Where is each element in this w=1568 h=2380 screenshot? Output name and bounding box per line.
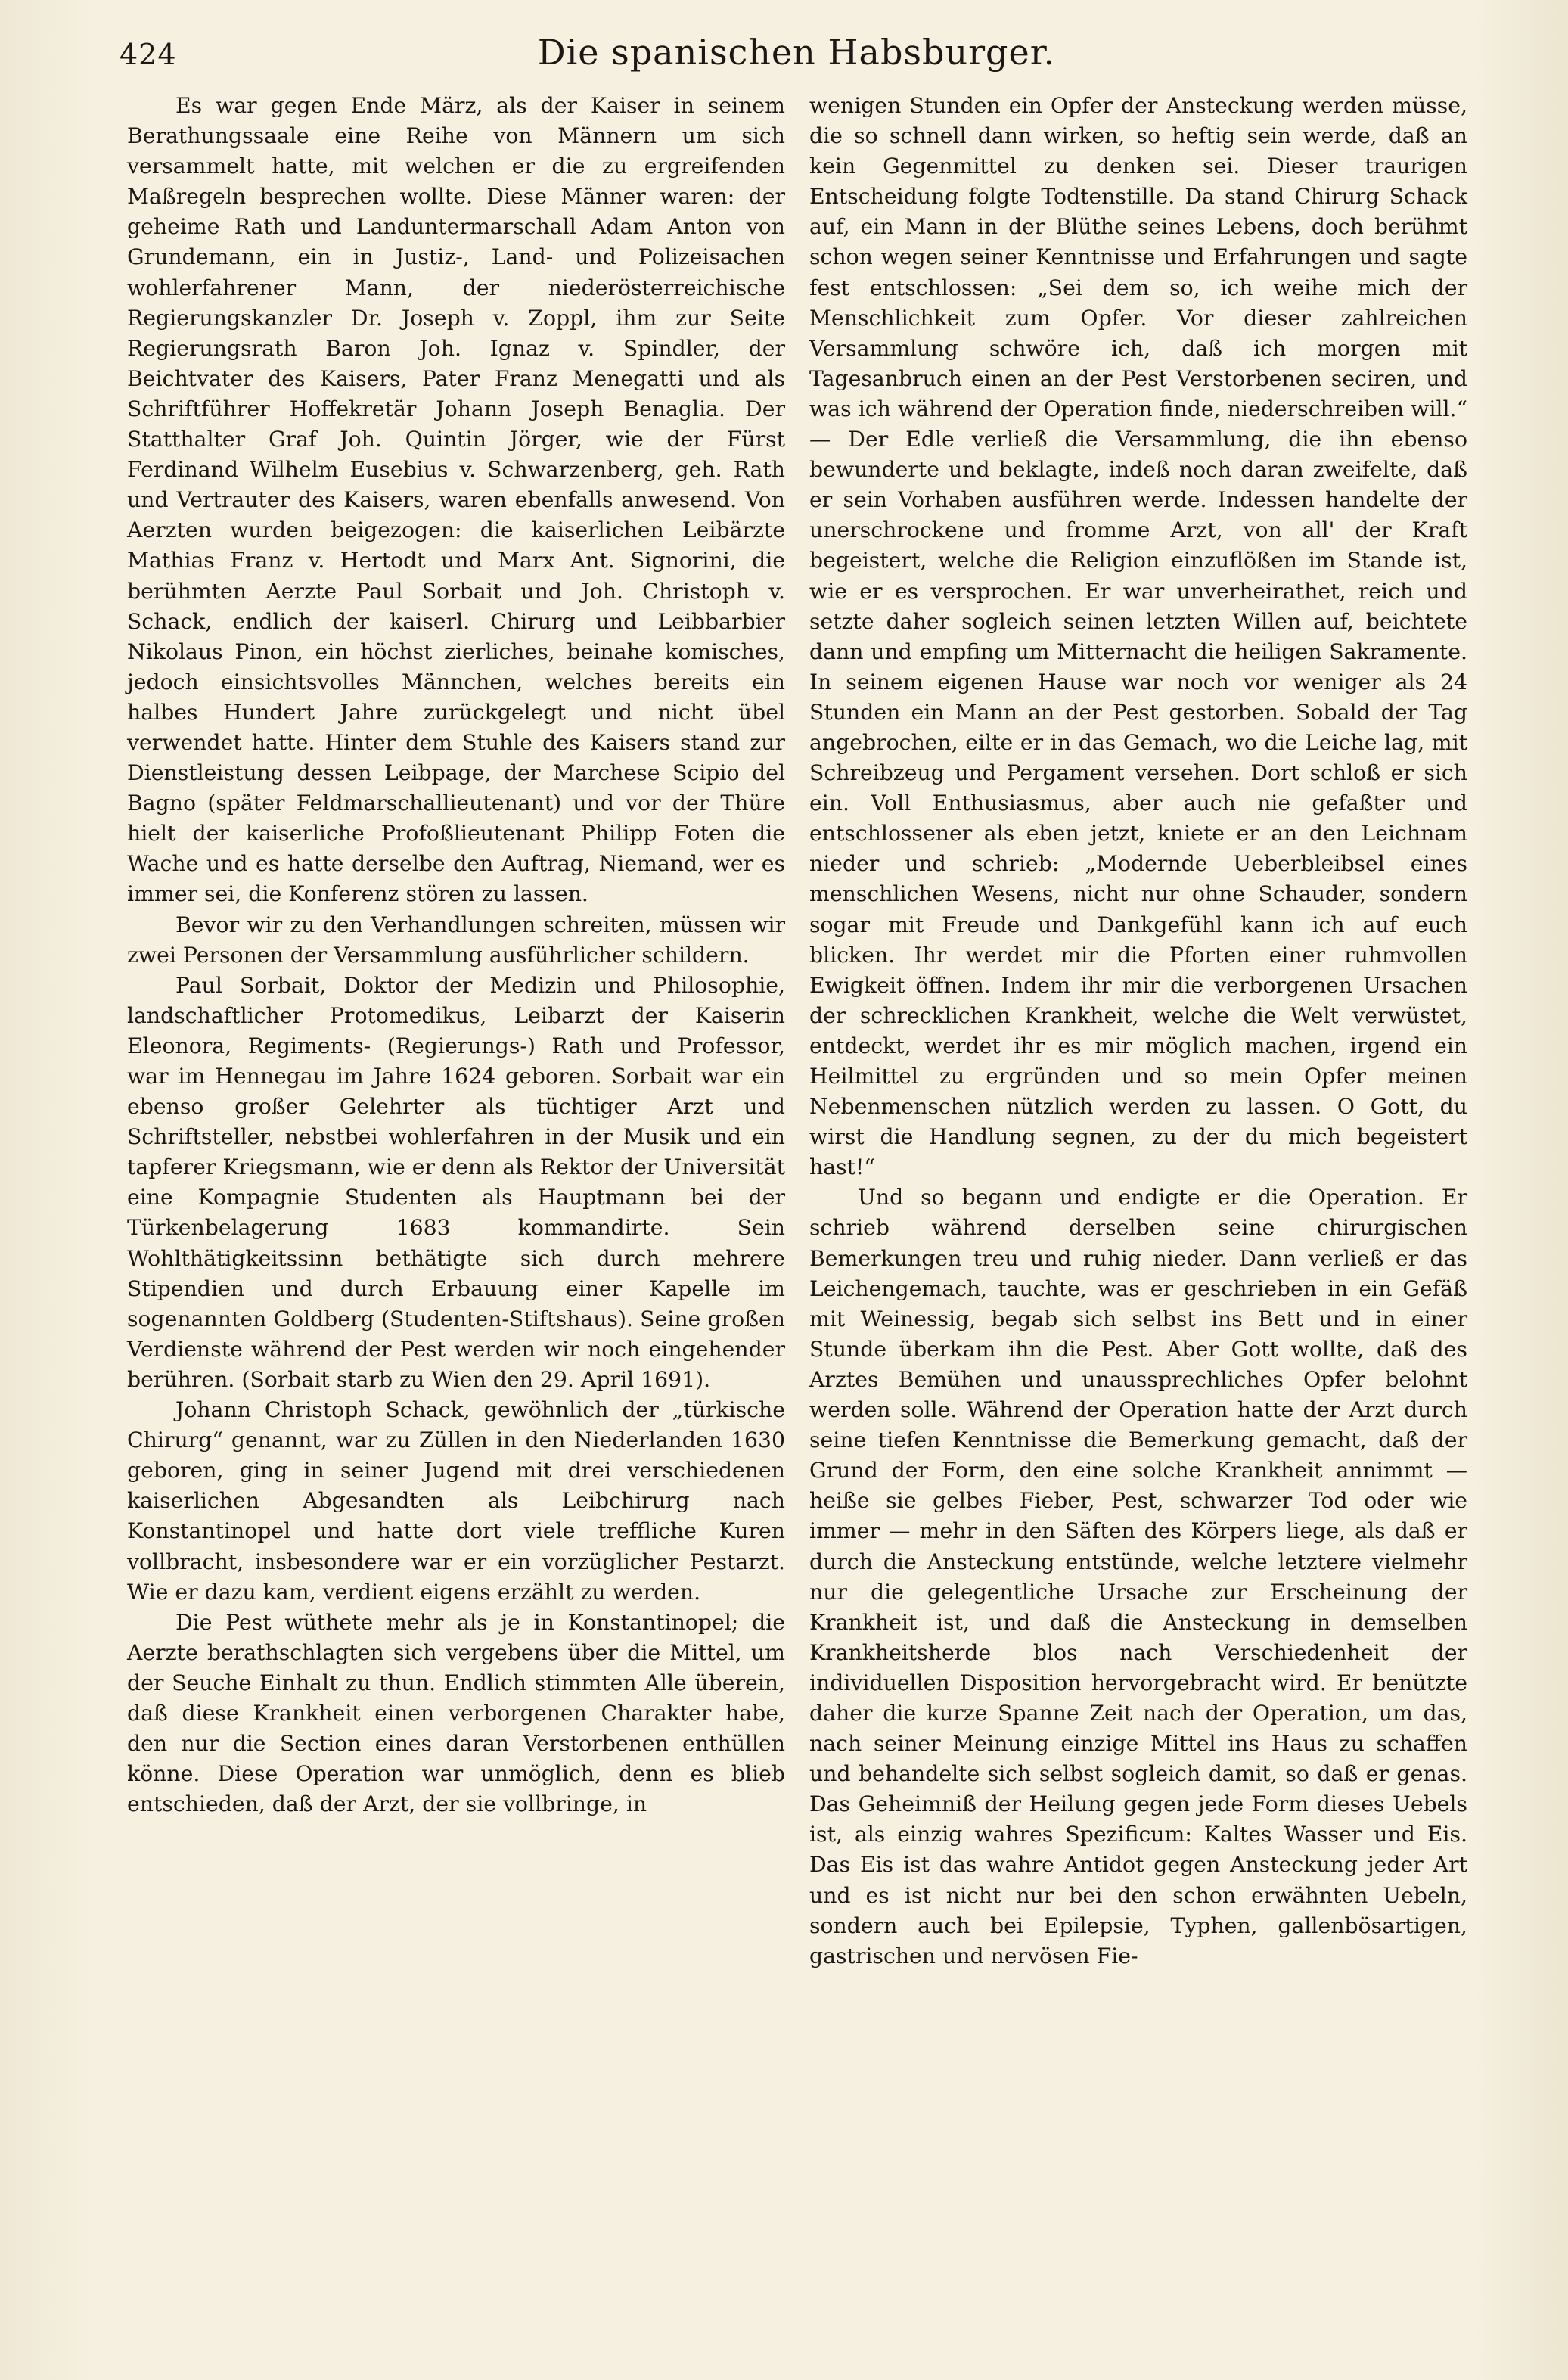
running-title: Die spanischen Habsburger. [537,32,1056,73]
page-header [120,24,1473,82]
right-column [809,91,1467,1971]
left-column [127,91,785,1819]
paragraph: Bevor wir zu den Verhandlungen schreiten, müssen wir zwei Personen der Versammlung ausführlicher schildern. [127,912,785,968]
paragraph: Johann Christoph Schack, gewöhnlich der „türkische Chirurg“ genannt, war zu Züllen in den Niederlanden 1630 geboren, ging in seiner Jugend mit drei verschiedenen kaiserlichen Abgesandten als Leibchirurg nach Konstantinopel und hatte dort viele treffliche Kuren vollbracht, insbesondere war er ein vorzüglicher Pestarzt. Wie er dazu kam, verdient eigens erzählt zu werden. [127,1397,785,1605]
paragraph: Und so begann und endigte er die Operation. Er schrieb während derselben seine chirurgischen Bemerkungen treu und ruhig nieder. Dann verließ er das Leichengemach, tauchte, was er geschrieben in ein Gefäß mit Weinessig, begab sich selbst ins Bett und in einer Stunde überkam ihn die Pest. Aber Gott wollte, daß des Arztes Bemühen und unaussprechliches Opfer belohnt werden solle. Während der Operation hatte der Arzt durch seine tiefen Kenntnisse die Bemerkung gemacht, daß der Grund der Form, den eine solche Krankheit annimmt — heiße sie gelbes Fieber, Pest, schwarzer Tod oder wie immer — mehr in den Säften des Körpers liege, als daß er durch die Ansteckung entstünde, welche letztere vielmehr nur die gelegentliche Ursache zur Erscheinung der Krankheit ist, und daß die Ansteckung in demselben Krankheitsherde blos nach Verschiedenheit der individuellen Disposition hervorgebracht wird. Er benützte daher die kurze Spanne Zeit nach der Operation, um das, nach seiner Meinung einzige Mittel ins Haus zu schaffen und behandelte sich selbst sogleich damit, so daß er genas. Das Geheimniß der Heilung gegen jede Form dieses Uebels ist, als einzig wahres Spezificum: Kaltes Wasser und Eis. Das Eis ist das wahre Antidot gegen Ansteckung jeder Art und es ist nicht nur bei den schon erwähnten Uebeln, sondern auch bei Epilepsie, Typhen, gallenbösartigen, gastrischen und nervösen Fie- [809,1185,1467,1968]
paragraph: Paul Sorbait, Doktor der Medizin und Philosophie, landschaftlicher Protomedikus, Leibarzt der Kaiserin Eleonora, Regiments- (Regierungs-) Rath und Professor, war im Hennegau im Jahre 1624 geboren. Sorbait war ein ebenso großer Gelehrter als tüchtiger Arzt und Schriftsteller, nebstbei wohlerfahren in der Musik und ein tapferer Kriegsmann, wie er denn als Rektor der Universität eine Kompagnie Studenten als Hauptmann bei der Türkenbelagerung 1683 kommandirte. Sein Wohlthätigkeitssinn bethätigte sich durch mehrere Stipendien und durch Erbauung einer Kapelle im sogenannten Goldberg (Studenten-Stiftshaus). Seine großen Verdienste während der Pest werden wir noch eingehender berühren. (Sorbait starb zu Wien den 29. April 1691). [127,972,785,1392]
paragraph: Es war gegen Ende März, als der Kaiser in seinem Berathungssaale eine Reihe von Männern um sich versammelt hatte, mit welchen er die zu ergreifenden Maßregeln besprechen wollte. Diese Männer waren: der geheime Rath und Landuntermarschall Adam Anton von Grundemann, ein in Justiz-, Land- und Polizeisachen wohlerfahrener Mann, der niederösterreichische Regierungskanzler Dr. Joseph v. Zoppl, ihm zur Seite Regierungsrath Baron Joh. Ignaz v. Spindler, der Beichtvater des Kaisers, Pater Franz Menegatti und als Schriftführer Hoffekretär Johann Joseph Benaglia. Der Statthalter Graf Joh. Quintin Jörger, wie der Fürst Ferdinand Wilhelm Eusebius v. Schwarzenberg, geh. Rath und Vertrauter des Kaisers, waren ebenfalls anwesend. Von Aerzten wurden beigezogen: die kaiserlichen Leibärzte Mathias Franz v. Hertodt und Marx Ant. Signorini, die berühmten Aerzte Paul Sorbait und Joh. Christoph v. Schack, endlich der kaiserl. Chirurg und Leibbarbier Nikolaus Pinon, ein höchst zierliches, beinahe komisches, jedoch einsichtsvolles Männchen, welches bereits ein halbes Hundert Jahre zurückgelegt und nicht übel verwendet hatte. Hinter dem Stuhle des Kaisers stand zur Dienstleistung dessen Leibpage, der Marchese Scipio del Bagno (später Feldmarschallieutenant) und vor der Thüre hielt der kaiserliche Profoßlieutenant Philipp Foten die Wache und es hatte derselbe den Auftrag, Niemand, wer es immer sei, die Konferenz stören zu lassen. [127,93,785,907]
paragraph: wenigen Stunden ein Opfer der Ansteckung werden müsse, die so schnell dann wirken, so heftig sein werde, daß an kein Gegenmittel zu denken sei. Dieser traurigen Entscheidung folgte Todtenstille. Da stand Chirurg Schack auf, ein Mann in der Blüthe seines Lebens, doch berühmt schon wegen seiner Kenntnisse und Erfahrungen und sagte fest entschlossen: „Sei dem so, ich weihe mich der Menschlichkeit zum Opfer. Vor dieser zahlreichen Versammlung schwöre ich, daß ich morgen mit Tagesanbruch einen an der Pest Verstorbenen seciren, und was ich während der Operation finde, niederschreiben will.“ — Der Edle verließ die Versammlung, die ihn ebenso bewunderte und beklagte, indeß noch daran zweifelte, daß er sein Vorhaben ausführen werde. Indessen handelte der unerschrockene und fromme Arzt, von all' der Kraft begeistert, welche die Religion einzuflößen im Stande ist, wie er es versprochen. Er war unverheirathet, reich und setzte daher sogleich seinen letzten Willen auf, beichtete dann und empfing um Mitternacht die heiligen Sakramente. In seinem eigenen Hause war noch vor weniger als 24 Stunden ein Mann an der Pest gestorben. Sobald der Tag angebrochen, eilte er in das Gemach, wo die Leiche lag, mit Schreibzeug und Pergament versehen. Dort schloß er sich ein. Voll Enthusiasmus, aber auch nie gefaßter und entschlossener als eben jetzt, kniete er an den Leichnam nieder und schrieb: „Modernde Ueberbleibsel eines menschlichen Wesens, nicht nur ohne Schauder, sondern sogar mit Freude und Dankgefühl kann ich auf euch blicken. Ihr werdet mir die Pforten einer ruhmvollen Ewigkeit öffnen. Indem ihr mir die verborgenen Ursachen der schrecklichen Krankheit, welche die Welt verwüstet, entdeckt, werdet ihr es mir möglich machen, irgend ein Heilmittel zu ergründen und so mein Opfer meinen Nebenmenschen nützlich werden zu lassen. O Gott, du wirst die Handlung segnen, zu der du mich begeistert hast!“ [809,93,1467,1180]
page-number: 424 [120,38,177,71]
paragraph: Die Pest wüthete mehr als je in Konstantinopel; die Aerzte berathschlagten sich vergebens über die Mittel, um der Seuche Einhalt zu thun. Endlich stimmten Alle überein, daß diese Krankheit einen verborgenen Charakter habe, den nur die Section eines daran Verstorbenen enthüllen könne. Diese Operation war unmöglich, denn es blieb entschieden, daß der Arzt, der sie vollbringe, in [127,1609,785,1817]
